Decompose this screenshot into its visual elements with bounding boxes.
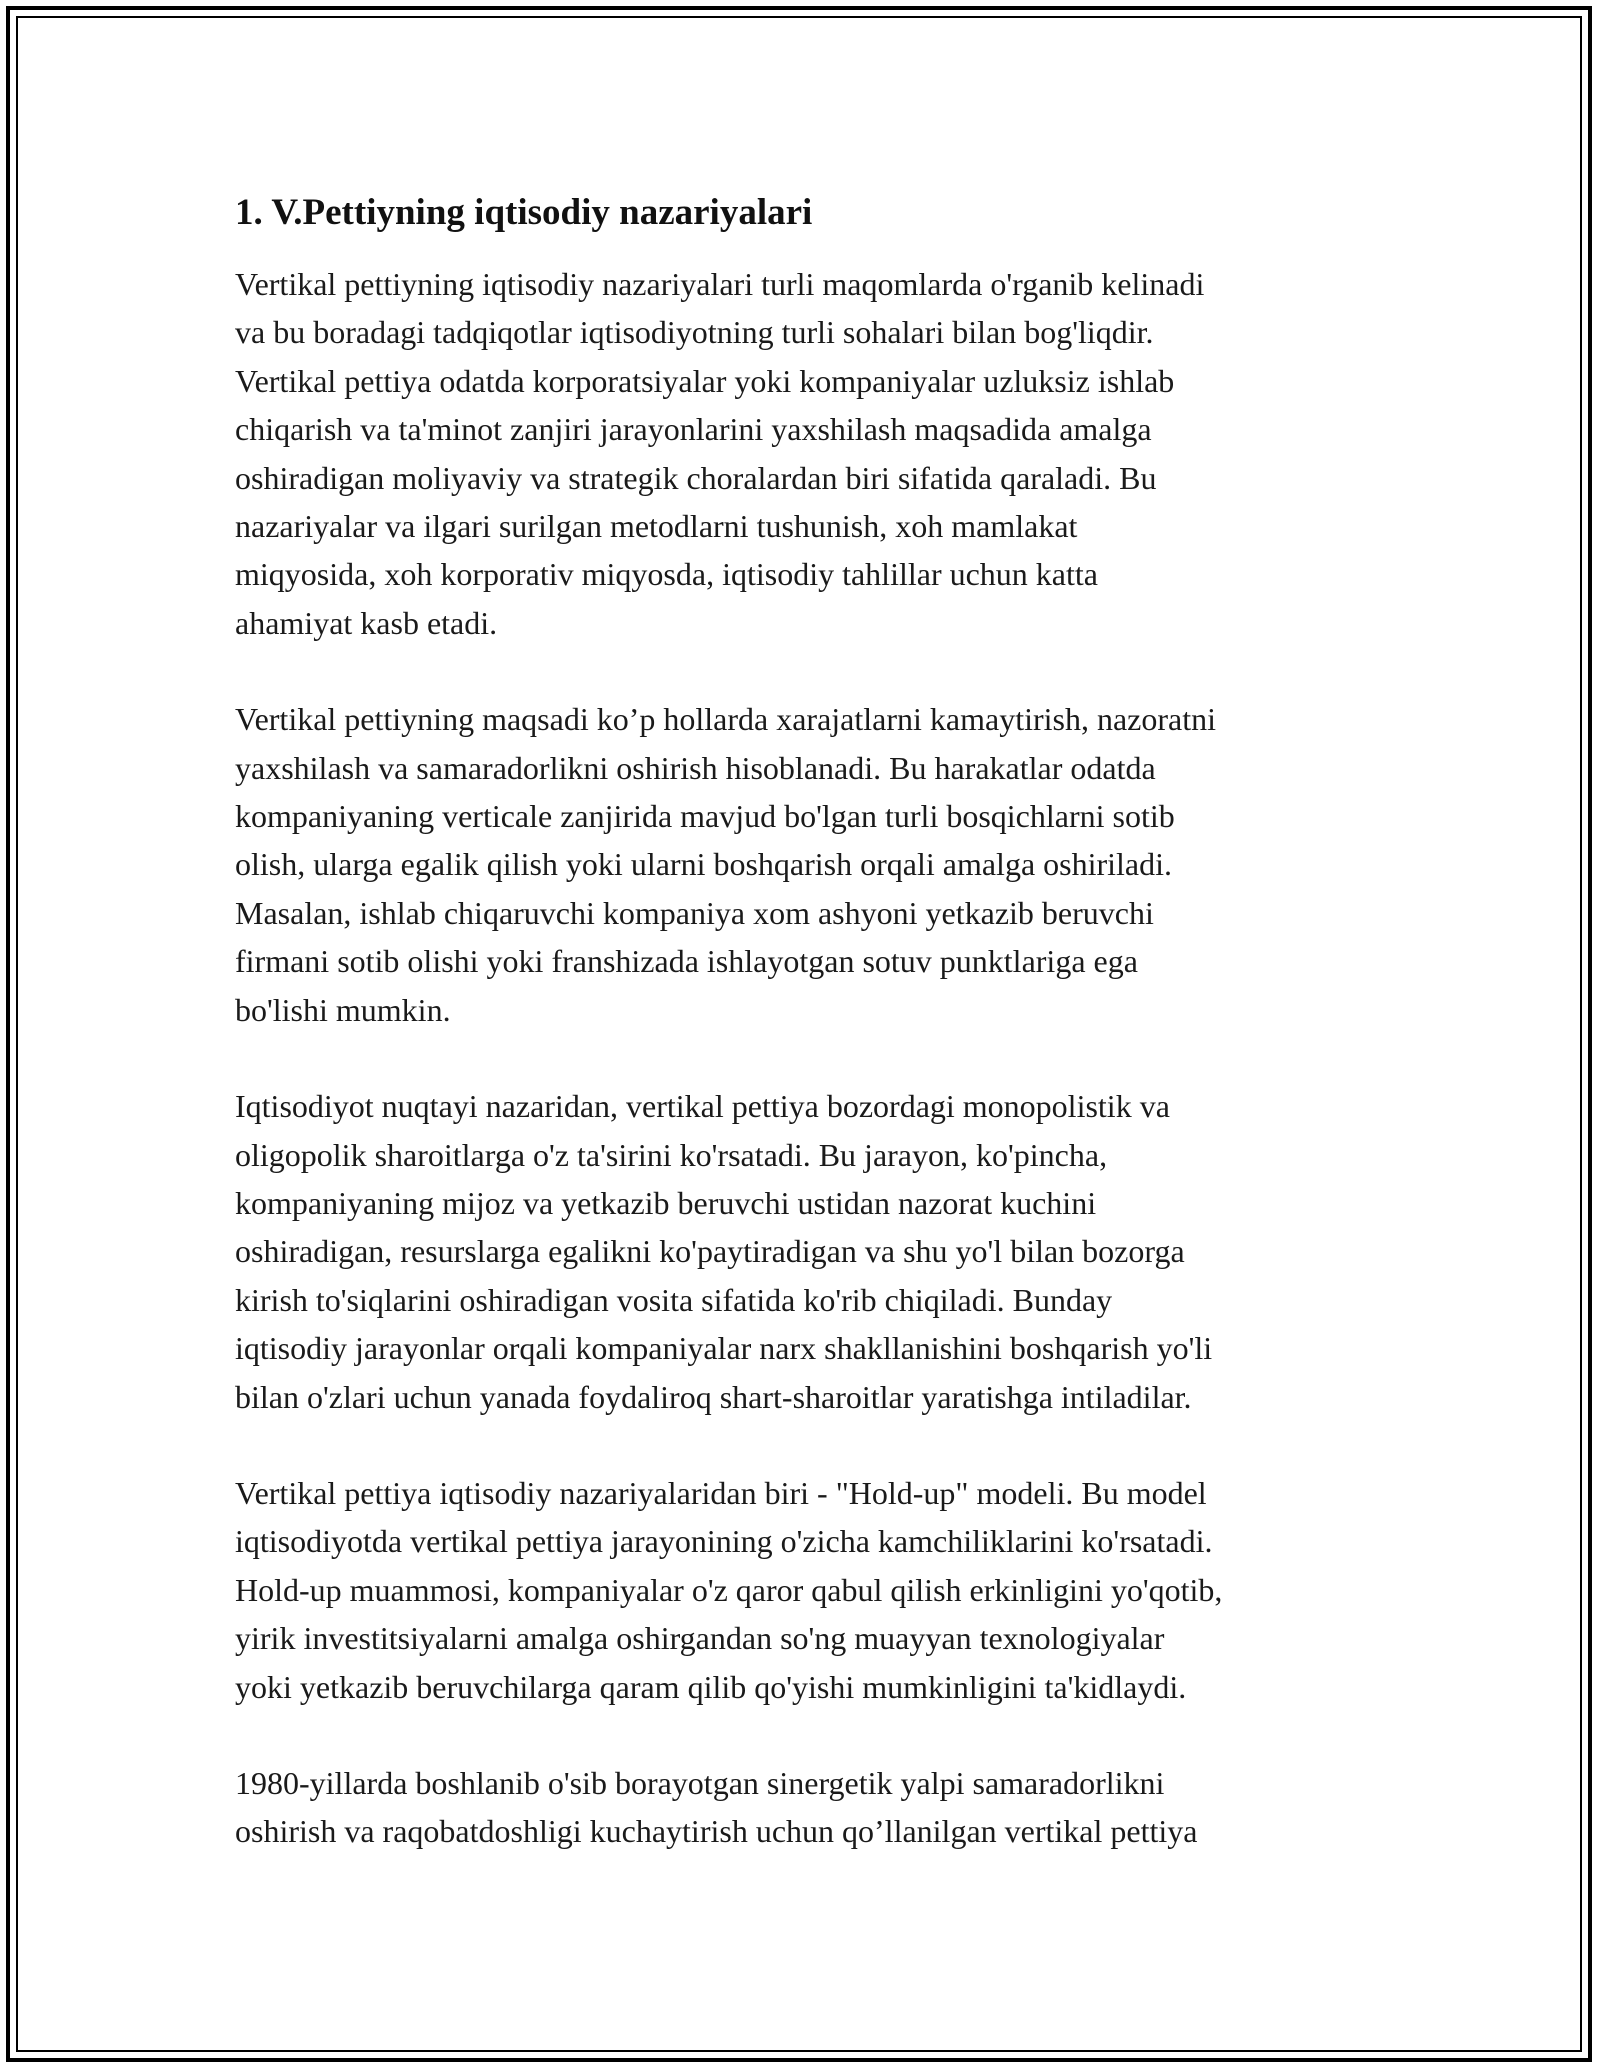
text-line: bo'lishi mumkin.: [235, 991, 451, 1028]
text-line: Iqtisodiyot nuqtayi nazaridan, vertikal pettiya bozordagi monopolistik va: [235, 1088, 1170, 1125]
paragraph-5: [235, 1759, 1375, 1856]
text-line: Hold-up muammosi, kompaniyalar o'z qaror qabul qilish erkinligini yo'qotib,: [235, 1571, 1223, 1608]
section-heading: 1. V.Pettiyning iqtisodiy nazariyalari: [235, 192, 813, 233]
text-line: kirish to'siqlarini oshiradigan vosita sifatida ko'rib chiqiladi. Bunday: [235, 1281, 1113, 1318]
document-body: [235, 188, 1375, 1904]
text-line: kompaniyaning mijoz va yetkazib beruvchi ustidan nazorat kuchini: [235, 1184, 1097, 1221]
text-line: bilan o'zlari uchun yanada foydaliroq shart-sharoitlar yaratishga intiladilar.: [235, 1378, 1192, 1415]
text-line: oshirish va raqobatdoshligi kuchaytirish uchun qo’llanilgan vertikal pettiya: [235, 1813, 1198, 1850]
text-line: oligopolik sharoitlarga o'z ta'sirini ko'rsatadi. Bu jarayon, ko'pincha,: [235, 1136, 1108, 1173]
text-line: iqtisodiy jarayonlar orqali kompaniyalar narx shakllanishini boshqarish yo'li: [235, 1330, 1213, 1367]
text-line: Vertikal pettiyning maqsadi ko’p hollarda xarajatlarni kamaytirish, nazoratni: [235, 701, 1217, 738]
text-line: Vertikal pettiyning iqtisodiy nazariyalari turli maqomlarda o'rganib kelinadi: [235, 266, 1205, 302]
text-line: ahamiyat kasb etadi.: [235, 604, 498, 641]
paragraph-1: [235, 260, 1375, 647]
paragraph-4: [235, 1469, 1375, 1711]
text-line: kompaniyaning verticale zanjirida mavjud bo'lgan turli bosqichlarni sotib: [235, 798, 1175, 835]
text-line: miqyosida, xoh korporativ miqyosda, iqtisodiy tahlillar uchun katta: [235, 556, 1098, 593]
text-line: yoki yetkazib beruvchilarga qaram qilib qo'yishi mumkinligini ta'kidlaydi.: [235, 1668, 1187, 1705]
text-line: chiqarish va ta'minot zanjiri jarayonlarini yaxshilash maqsadida amalga: [235, 411, 1152, 448]
text-line: Vertikal pettiya iqtisodiy nazariyalaridan biri - "Hold-up" modeli. Bu model: [235, 1474, 1207, 1511]
text-line: va bu boradagi tadqiqotlar iqtisodiyotning turli sohalari bilan bog'liqdir.: [235, 314, 1154, 351]
text-line: oshiradigan moliyaviy va strategik choralardan biri sifatida qaraladi. Bu: [235, 459, 1157, 496]
text-line: 1980-yillarda boshlanib o'sib borayotgan sinergetik yalpi samaradorlikni: [235, 1764, 1165, 1801]
paragraph-3: [235, 1082, 1375, 1421]
text-line: firmani sotib olishi yoki franshizada ishlayotgan sotuv punktlariga ega: [235, 943, 1138, 980]
text-line: iqtisodiyotda vertikal pettiya jarayonining o'zicha kamchiliklarini ko'rsatadi.: [235, 1523, 1213, 1560]
text-line: olish, ularga egalik qilish yoki ularni boshqarish orqali amalga oshiriladi.: [235, 846, 1173, 883]
text-line: oshiradigan, resurslarga egalikni ko'paytiradigan va shu yo'l bilan bozorga: [235, 1233, 1185, 1270]
text-line: yirik investitsiyalarni amalga oshirgandan so'ng muayyan texnologiyalar: [235, 1620, 1165, 1657]
text-line: Vertikal pettiya odatda korporatsiyalar yoki kompaniyalar uzluksiz ishlab: [235, 362, 1175, 399]
text-line: nazariyalar va ilgari surilgan metodlarni tushunish, xoh mamlakat: [235, 508, 1078, 545]
text-line: Masalan, ishlab chiqaruvchi kompaniya xom ashyoni yetkazib beruvchi: [235, 894, 1154, 931]
paragraph-2: [235, 695, 1375, 1034]
text-line: yaxshilash va samaradorlikni oshirish hisoblanadi. Bu harakatlar odatda: [235, 749, 1156, 786]
